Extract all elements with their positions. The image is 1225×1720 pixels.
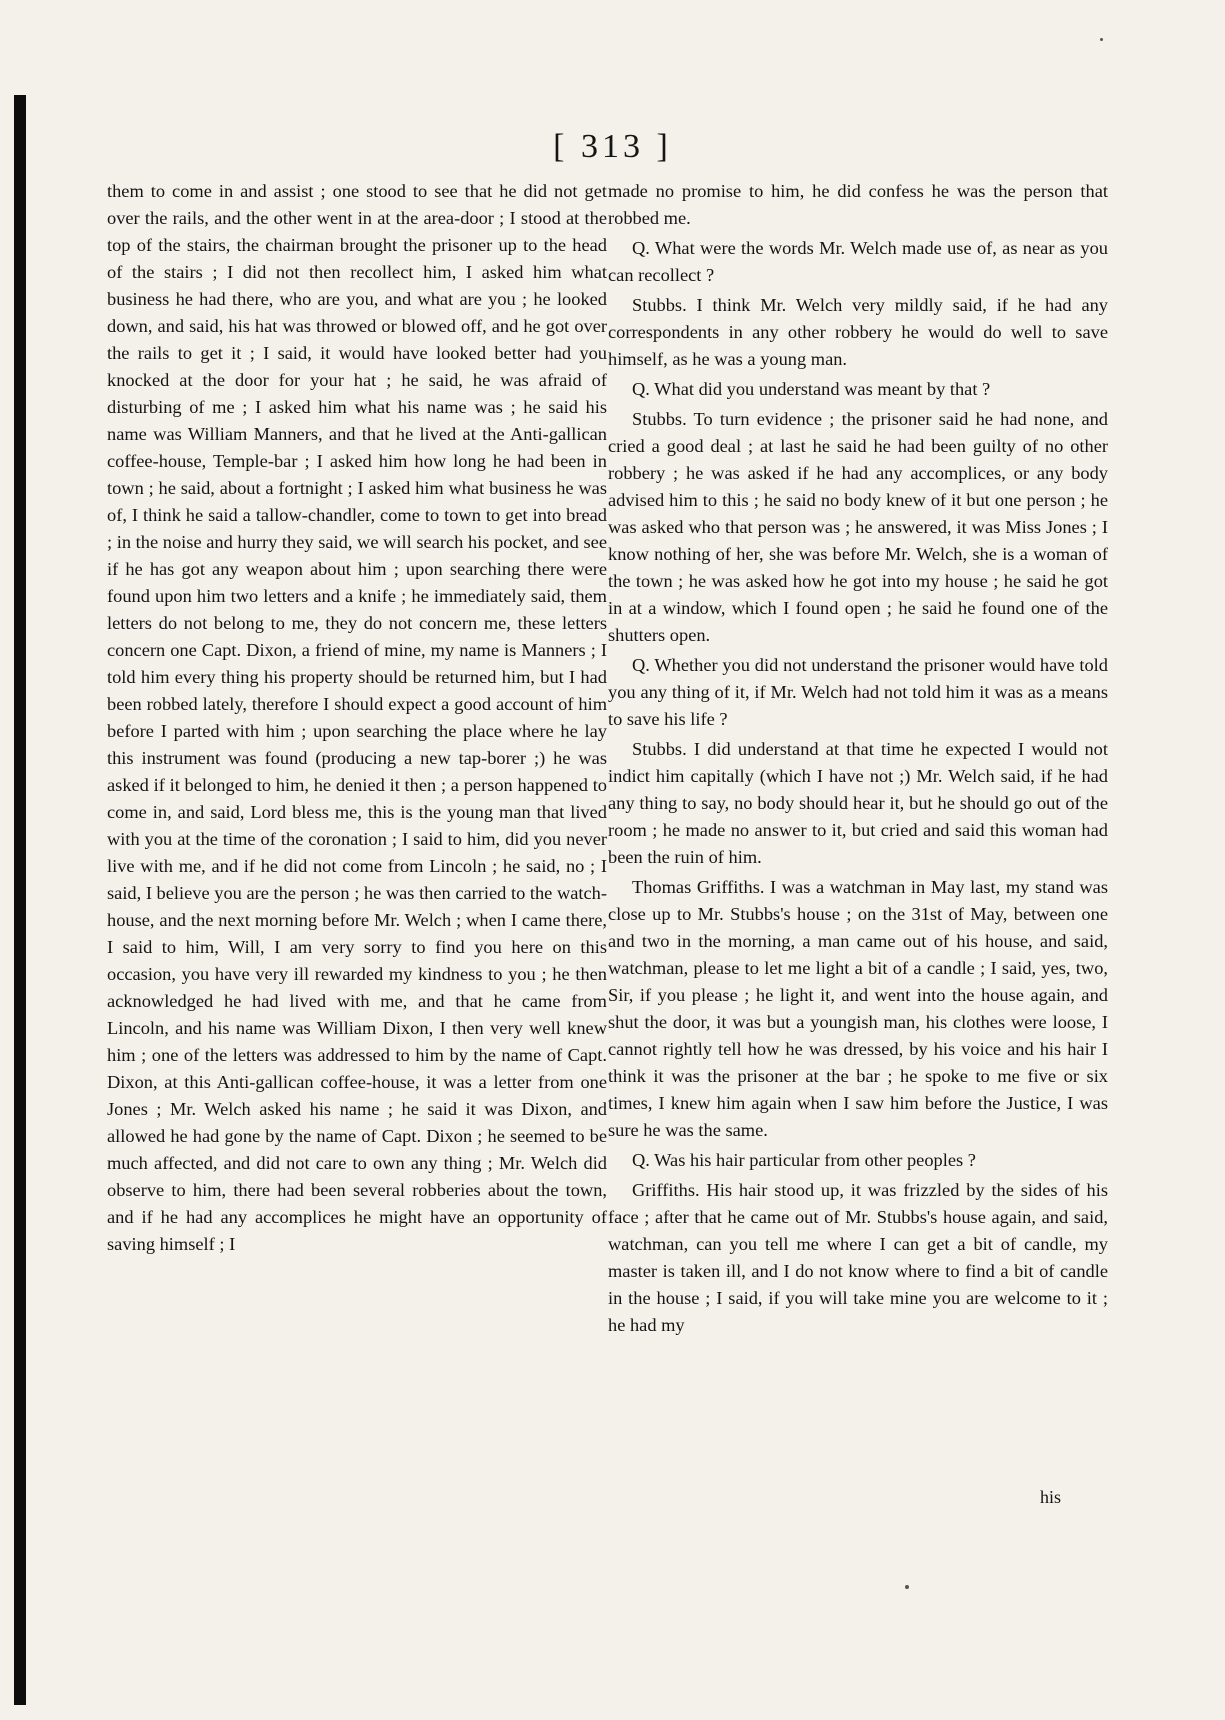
print-speck: [1100, 38, 1103, 41]
page-number: [ 313 ]: [553, 128, 672, 165]
paragraph: made no promise to him, he did confess he was the person that robbed me.: [608, 181, 1108, 228]
paragraph: Stubbs. I think Mr. Welch very mildly said, if he had any correspondents in any other robbery he would do well to save himself, as he was a young man.: [608, 295, 1108, 369]
paragraph: Stubbs. To turn evidence ; the prisoner said he had none, and cried a good deal ; at last he said he had been guilty of no other robbery ; he was asked if he had any accomplices, or any body advised him to this ; he said no body knew of it but one person ; he was asked who that person was ; he answered, it was Miss Jones ; I know nothing of her, she was before Mr. Welch, she is a woman of the town ; he was asked how he got into my house ; he said he got in at a window, which I found open ; he said he found one of the shutters open.: [608, 409, 1108, 645]
print-speck: [905, 1585, 909, 1589]
paragraph: Q. Was his hair particular from other peoples ?: [632, 1150, 976, 1170]
paragraph: Q. What did you understand was meant by that ?: [632, 379, 991, 399]
book-spine-shadow: [14, 95, 26, 1705]
left-column: [107, 178, 607, 1258]
paragraph: Thomas Griffiths. I was a watchman in May last, my stand was close up to Mr. Stubbs's house ; on the 31st of May, between one and two in the morning, a man came out of his house, and said, watchman, please to let me light a bit of a candle ; I said, yes, two, Sir, if you please ; he light it, and went into the house again, and shut the door, it was but a youngish man, his clothes were loose, I cannot rightly tell how he was dressed, by his voice and his hair I think it was the prisoner at the bar ; he spoke to me five or six times, I knew him again when I saw him before the Justice, I was sure he was the same.: [608, 877, 1108, 1140]
right-column: [608, 178, 1108, 1339]
catchword: his: [1040, 1487, 1062, 1507]
paragraph: them to come in and assist ; one stood to see that he did not get over the rails, and the other went in at the area-door ; I stood at the top of the stairs, the chairman brought the prisoner up to the head of the stairs ; I did not then recollect him, I asked him what business he had there, who are you, and what are you ; he looked down, and said, his hat was throwed or blowed off, and he got over the rails to get it ; I said, it would have looked better had you knocked at the door for your hat ; he said, he was afraid of disturbing of me ; I asked him what his name was ; he said his name was William Manners, and that he lived at the Anti-gallican coffee-house, Temple-bar ; I asked him how long he had been in town ; he said, about a fortnight ; I asked him what business he was of, I think he said a tallow-chandler, come to town to get into bread ; in the noise and hurry they said, we will search his pocket, and see if he has got any weapon about him ; upon searching there were found upon him two letters and a knife ; he immediately said, them letters do not belong to me, they do not concern me, these letters concern one Capt. Dixon, a friend of mine, my name is Manners ; I told him every thing his property should be returned him, but I had been robbed lately, therefore I should expect a good account of him before I parted with him ; upon searching the place where he lay this instrument was found (producing a new tap-borer ;) he was asked if it belonged to him, he denied it then ; a person happened to come in, and said, Lord bless me, this is the young man that lived with you at the time of the coronation ; I said to him, did you never live with me, and if he did not come from Lincoln ; he said, no ; I said, I believe you are the person ; he was then carried to the watch-house, and the next morning before Mr. Welch ; when I came there, I said to him, Will, I am very sorry to find you here on this occasion, you have very ill rewarded my kindness to you ; he then acknowledged he had lived with me, and that he came from Lincoln, and his name was William Dixon, I then very well knew him ; one of the letters was addressed to him by the name of Capt. Dixon, at this Anti-gallican coffee-house, it was a letter from one Jones ; Mr. Welch asked his name ; he said it was Dixon, and allowed he had gone by the name of Capt. Dixon ; he seemed to be much affected, and did not care to own any thing ; Mr. Welch did observe to him, there had been several robberies about the town, and if he had any accomplices he might have an opportunity of saving himself ; I: [107, 181, 607, 1254]
paragraph: Q. Whether you did not understand the prisoner would have told you any thing of it, if Mr. Welch had not told him it was as a means to save his life ?: [608, 655, 1108, 729]
paragraph: Q. What were the words Mr. Welch made use of, as near as you can recollect ?: [608, 238, 1108, 285]
paragraph: Stubbs. I did understand at that time he expected I would not indict him capitally (which I have not ;) Mr. Welch said, if he had any thing to say, no body should hear it, but he should go out of the room ; he made no answer to it, but cried and said this woman had been the ruin of him.: [608, 739, 1108, 867]
paragraph: Griffiths. His hair stood up, it was frizzled by the sides of his face ; after that he came out of Mr. Stubbs's house again, and said, watchman, can you tell me where I can get a bit of candle, my master is taken ill, and I do not know where to find a bit of candle in the house ; I said, if you will take mine you are welcome to it ; he had my: [608, 1180, 1108, 1335]
